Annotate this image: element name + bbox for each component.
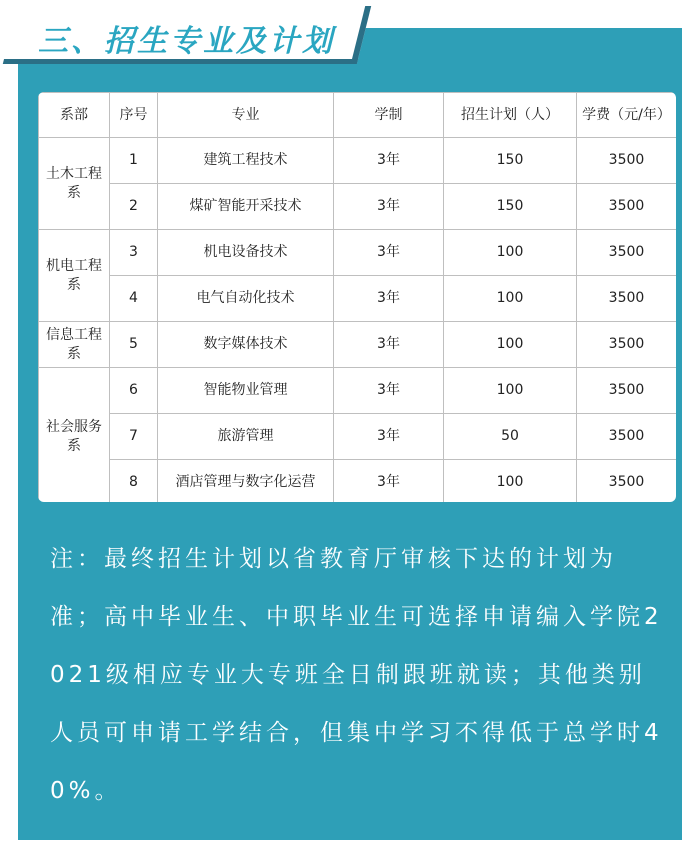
row-plan: 100 (444, 322, 577, 368)
row-duration: 3年 (334, 414, 444, 460)
row-plan: 50 (444, 414, 577, 460)
header-plan: 招生计划（人） (444, 93, 577, 138)
table-row (39, 460, 677, 503)
row-fee: 3500 (577, 414, 677, 460)
row-plan: 100 (444, 368, 577, 414)
enrollment-note: 注：最终招生计划以省教育厅审核下达的计划为准；高中毕业生、中职毕业生可选择申请编入学院2021级相应专业大专班全日制跟班就读；其他类别人员可申请工学结合，但集中学习不得低于总学时40%。 (50, 546, 663, 804)
header-dept: 系部 (39, 93, 110, 138)
row-no: 7 (110, 414, 158, 460)
table-row (39, 230, 677, 276)
row-duration: 3年 (334, 276, 444, 322)
row-fee: 3500 (577, 460, 677, 503)
row-duration: 3年 (334, 322, 444, 368)
row-duration: 3年 (334, 184, 444, 230)
table-row (39, 276, 677, 322)
row-major: 机电设备技术 (158, 230, 334, 276)
row-no: 5 (110, 322, 158, 368)
table-header-row (39, 93, 677, 138)
row-no: 2 (110, 184, 158, 230)
header-fee: 学费（元/年） (577, 93, 677, 138)
row-plan: 100 (444, 276, 577, 322)
table-row (39, 184, 677, 230)
section-title: 三、招生专业及计划 (38, 24, 335, 59)
row-fee: 3500 (577, 368, 677, 414)
row-duration: 3年 (334, 138, 444, 184)
row-major: 旅游管理 (158, 414, 334, 460)
enrollment-table-card (38, 92, 676, 502)
row-plan: 100 (444, 230, 577, 276)
header-major: 专业 (158, 93, 334, 138)
row-plan: 100 (444, 460, 577, 503)
row-duration: 3年 (334, 368, 444, 414)
dept-cell: 机电工程系 (39, 230, 110, 322)
dept-cell: 信息工程系 (39, 322, 110, 368)
table-row (39, 138, 677, 184)
row-plan: 150 (444, 184, 577, 230)
row-no: 4 (110, 276, 158, 322)
row-fee: 3500 (577, 322, 677, 368)
section-title-banner (10, 6, 364, 64)
header-no: 序号 (110, 93, 158, 138)
row-duration: 3年 (334, 230, 444, 276)
row-major: 数字媒体技术 (158, 322, 334, 368)
table-row (39, 414, 677, 460)
row-major: 煤矿智能开采技术 (158, 184, 334, 230)
row-no: 1 (110, 138, 158, 184)
row-fee: 3500 (577, 184, 677, 230)
row-major: 电气自动化技术 (158, 276, 334, 322)
row-no: 8 (110, 460, 158, 503)
header-duration: 学制 (334, 93, 444, 138)
table-row (39, 322, 677, 368)
row-plan: 150 (444, 138, 577, 184)
enrollment-table (38, 92, 676, 502)
row-no: 3 (110, 230, 158, 276)
dept-cell: 社会服务系 (39, 368, 110, 503)
row-major: 智能物业管理 (158, 368, 334, 414)
row-major: 酒店管理与数字化运营 (158, 460, 334, 503)
dept-cell: 土木工程系 (39, 138, 110, 230)
row-fee: 3500 (577, 276, 677, 322)
row-duration: 3年 (334, 460, 444, 503)
row-no: 6 (110, 368, 158, 414)
table-row (39, 368, 677, 414)
row-major: 建筑工程技术 (158, 138, 334, 184)
row-fee: 3500 (577, 230, 677, 276)
row-fee: 3500 (577, 138, 677, 184)
